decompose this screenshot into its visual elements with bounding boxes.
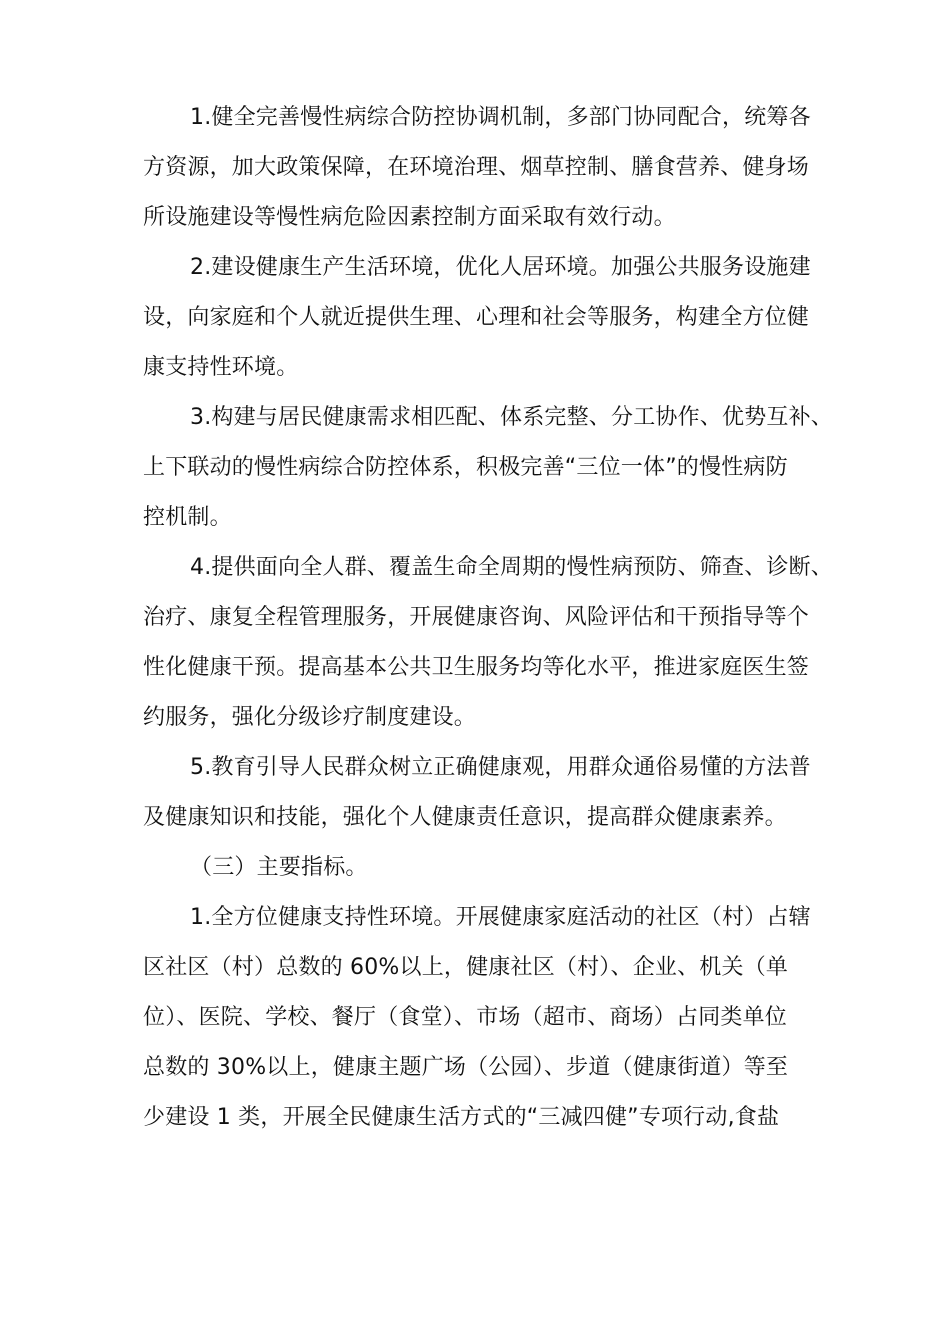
paragraph-6-line-2: 区社区（村）总数的 60%以上，健康社区（村）、企业、机关（单 [143, 955, 789, 980]
paragraph-4-line-4: 约服务，强化分级诊疗制度建设。 [143, 705, 477, 730]
paragraph-2-line-3: 康支持性环境。 [143, 355, 299, 380]
section-heading-main-indicators: （三）主要指标。 [190, 855, 368, 880]
paragraph-1-line-2: 方资源，加大政策保障，在环境治理、烟草控制、膳食营养、健身场 [143, 155, 810, 180]
paragraph-2-line-1: 2.建设健康生产生活环境，优化人居环境。加强公共服务设施建 [190, 255, 811, 280]
paragraph-6-line-1: 1.全方位健康支持性环境。开展健康家庭活动的社区（村）占辖 [190, 905, 811, 930]
paragraph-6-line-5: 少建设 1 类，开展全民健康生活方式的“三减四健”专项行动,食盐 [143, 1105, 780, 1130]
paragraph-4-line-1: 4.提供面向全人群、覆盖生命全周期的慢性病预防、筛查、诊断、 [190, 555, 833, 580]
paragraph-4-line-2: 治疗、康复全程管理服务，开展健康咨询、风险评估和干预指导等个 [143, 605, 810, 630]
paragraph-4-line-3: 性化健康干预。提高基本公共卫生服务均等化水平，推进家庭医生签 [143, 655, 810, 680]
paragraph-5-line-1: 5.教育引导人民群众树立正确健康观，用群众通俗易懂的方法普 [190, 755, 811, 780]
paragraph-3-line-3: 控机制。 [143, 505, 232, 530]
paragraph-6-line-3: 位）、医院、学校、餐厅（食堂）、市场（超市、商场）占同类单位 [143, 1005, 788, 1030]
paragraph-1-line-3: 所设施建设等慢性病危险因素控制方面采取有效行动。 [143, 205, 676, 230]
paragraph-3-line-2: 上下联动的慢性病综合防控体系，积极完善“三位一体”的慢性病防 [143, 455, 788, 480]
paragraph-1-line-1: 1.健全完善慢性病综合防控协调机制，多部门协同配合，统筹各 [190, 105, 811, 130]
paragraph-6-line-4: 总数的 30%以上，健康主题广场（公园）、步道（健康街道）等至 [143, 1055, 789, 1080]
paragraph-2-line-2: 设，向家庭和个人就近提供生理、心理和社会等服务，构建全方位健 [143, 305, 810, 330]
paragraph-3-line-1: 3.构建与居民健康需求相匹配、体系完整、分工协作、优势互补、 [190, 405, 833, 430]
paragraph-5-line-2: 及健康知识和技能，强化个人健康责任意识，提高群众健康素养。 [143, 805, 787, 830]
